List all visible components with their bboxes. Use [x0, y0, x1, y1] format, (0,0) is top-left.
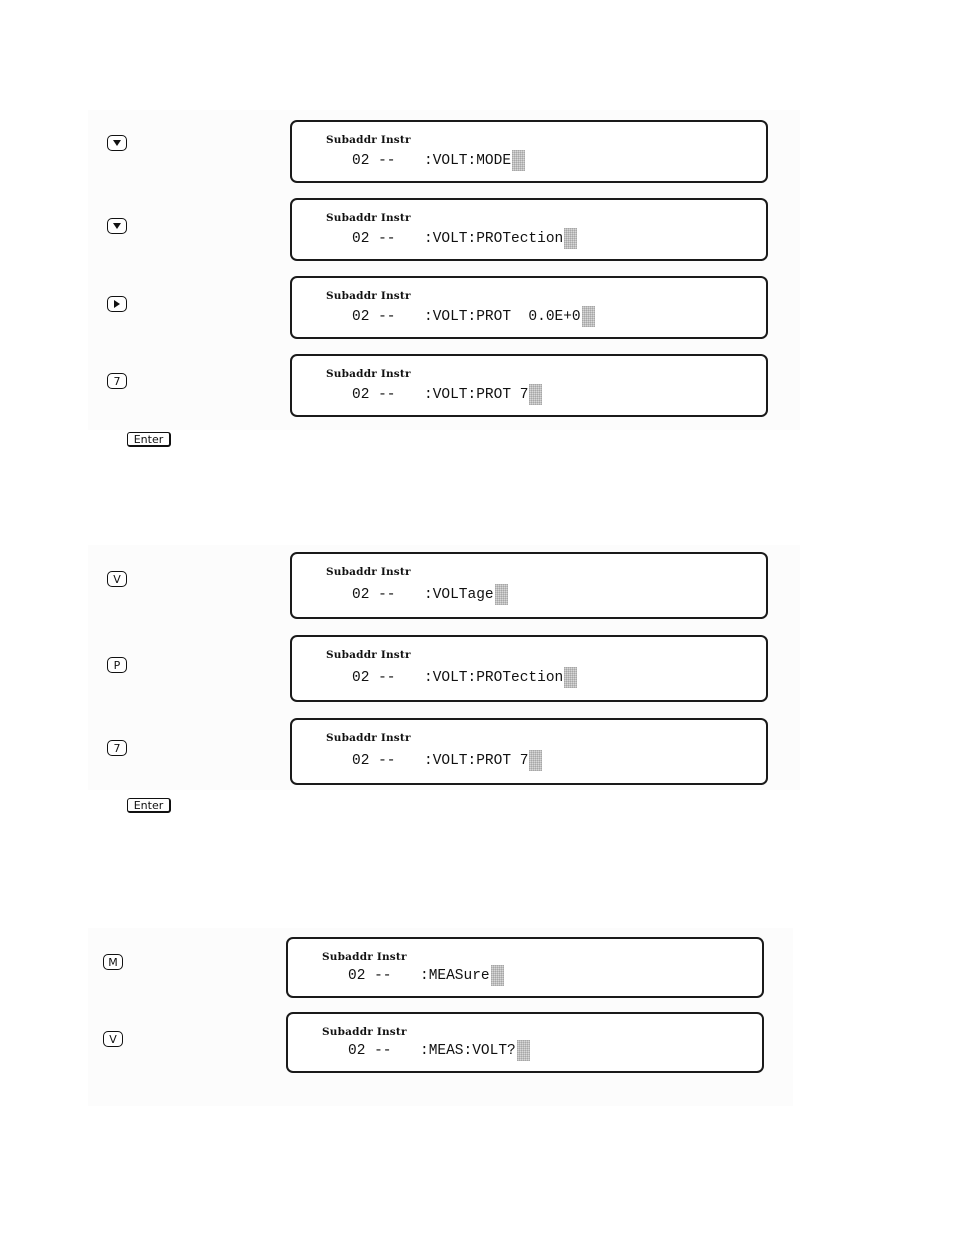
key-m[interactable] [103, 954, 123, 970]
enter-key[interactable] [127, 432, 171, 447]
display-panel [290, 718, 768, 785]
cursor-block [582, 306, 595, 327]
key-v[interactable] [107, 571, 127, 587]
display-header: Subaddr Instr [326, 732, 411, 744]
display-header: Subaddr Instr [326, 566, 411, 578]
right-arrow-glyph [114, 300, 120, 308]
subaddr-value: 02 [352, 669, 370, 686]
display-panel [286, 1012, 764, 1073]
key-label: 7 [113, 741, 121, 755]
subaddr-value: 02 [348, 1042, 366, 1059]
display-header: Subaddr Instr [322, 1026, 407, 1038]
display-line [352, 584, 508, 605]
key-label: 7 [113, 374, 121, 388]
display-panel [290, 198, 768, 261]
cursor-block [564, 228, 577, 249]
cursor-block [529, 384, 542, 405]
command-text: :VOLTage [424, 586, 494, 603]
display-header: Subaddr Instr [326, 212, 411, 224]
enter-key[interactable] [127, 798, 171, 813]
display-panel [290, 276, 768, 339]
command-text: :MEAS:VOLT? [420, 1042, 516, 1059]
command-text: :VOLT:PROT 7 [424, 752, 529, 769]
down-arrow-glyph [113, 223, 121, 229]
instr-value: -- [378, 586, 396, 603]
command-text: :VOLT:PROT 7 [424, 386, 529, 403]
enter-key-label: Enter [133, 432, 164, 446]
display-panel [290, 635, 768, 702]
subaddr-value: 02 [352, 308, 370, 325]
display-line [352, 750, 542, 771]
display-header: Subaddr Instr [326, 290, 411, 302]
cursor-block [564, 667, 577, 688]
display-line [352, 384, 542, 405]
display-line [348, 965, 504, 986]
display-header: Subaddr Instr [322, 951, 407, 963]
key-7[interactable] [107, 373, 127, 389]
display-line [352, 150, 525, 171]
display-header: Subaddr Instr [326, 649, 411, 661]
right-arrow-key-icon[interactable] [107, 296, 127, 312]
display-line [352, 306, 595, 327]
subaddr-value: 02 [352, 752, 370, 769]
key-v[interactable] [103, 1031, 123, 1047]
display-panel [290, 552, 768, 619]
instr-value: -- [378, 752, 396, 769]
instr-value: -- [374, 967, 392, 984]
subaddr-value: 02 [352, 152, 370, 169]
display-line [348, 1040, 530, 1061]
display-header: Subaddr Instr [326, 134, 411, 146]
command-text: :MEASure [420, 967, 490, 984]
key-label: M [108, 955, 118, 969]
down-arrow-key-icon[interactable] [107, 135, 127, 151]
cursor-block [512, 150, 525, 171]
key-7[interactable] [107, 740, 127, 756]
command-text: :VOLT:MODE [424, 152, 512, 169]
cursor-block [529, 750, 542, 771]
instr-value: -- [378, 308, 396, 325]
key-label: V [113, 572, 121, 586]
subaddr-value: 02 [352, 586, 370, 603]
cursor-block [491, 965, 504, 986]
subaddr-value: 02 [348, 967, 366, 984]
down-arrow-glyph [113, 140, 121, 146]
command-text: :VOLT:PROTection [424, 230, 564, 247]
instr-value: -- [374, 1042, 392, 1059]
key-label: P [113, 658, 121, 672]
command-text: :VOLT:PROT 0.0E+0 [424, 308, 581, 325]
down-arrow-key-icon[interactable] [107, 218, 127, 234]
display-header: Subaddr Instr [326, 368, 411, 380]
instr-value: -- [378, 230, 396, 247]
command-text: :VOLT:PROTection [424, 669, 564, 686]
display-line [352, 228, 577, 249]
display-panel [290, 120, 768, 183]
instr-value: -- [378, 669, 396, 686]
key-p[interactable] [107, 657, 127, 673]
cursor-block [495, 584, 508, 605]
display-line [352, 667, 577, 688]
subaddr-value: 02 [352, 386, 370, 403]
display-panel [290, 354, 768, 417]
cursor-block [517, 1040, 530, 1061]
enter-key-label: Enter [133, 798, 164, 812]
subaddr-value: 02 [352, 230, 370, 247]
instr-value: -- [378, 152, 396, 169]
key-label: V [109, 1032, 117, 1046]
instr-value: -- [378, 386, 396, 403]
display-panel [286, 937, 764, 998]
